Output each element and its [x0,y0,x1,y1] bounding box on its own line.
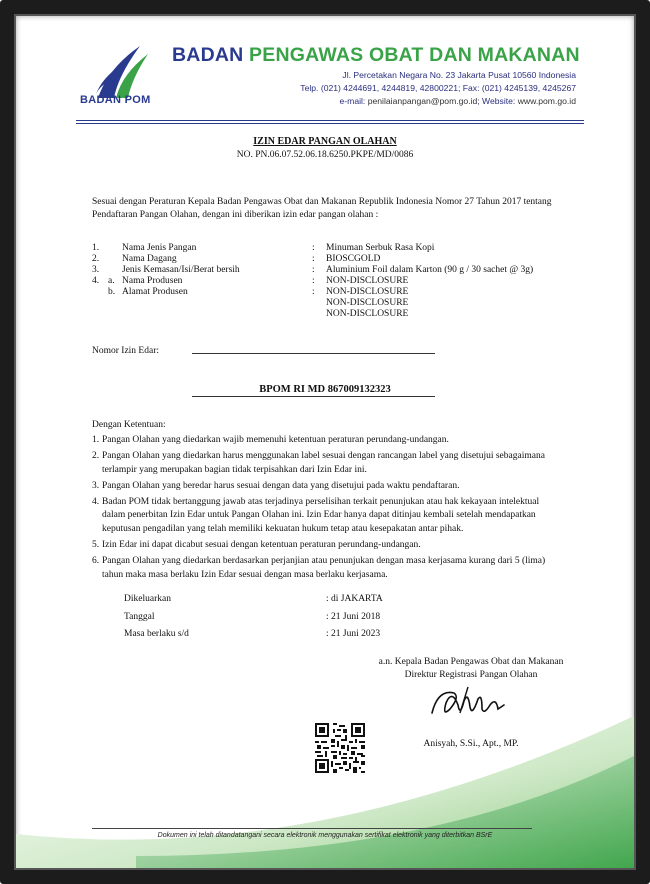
date-label: Tanggal [124,612,155,622]
number-line-top [192,353,435,354]
signatory-name: Anisyah, S.Si., Apt., MP. [423,739,519,749]
field-colon-1: : [312,243,315,253]
number-line-bottom [192,396,435,397]
document-number: NO. PN.06.07.52.06.18.6250.PKPE/MD/0086 [236,150,414,160]
issued-label: Dikeluarkan [124,594,171,604]
date-value: : 21 Juni 2018 [326,612,381,622]
validity-label: Masa berlaku s/d [124,629,189,639]
footer-note: Dokumen ini telah ditandatangani secara elektronik menggunakan sertifikat elektronik yang diterbitkan BSrE [157,832,493,839]
field-colon-3: : [312,265,315,275]
field-value-2: BIOSCGOLD [326,254,381,264]
list-item: 1. Pangan Olahan yang diedarkan wajib memenuhi ketentuan peraturan perundang-undangan. [92,435,449,445]
field-value-4b: NON-DISCLOSURE [326,287,409,297]
field-label-3: Jenis Kemasan/Isi/Berat bersih [122,265,240,275]
agency-address: Jl. Percetakan Negara No. 23 Jakarta Pusat 10560 Indonesia [342,70,576,80]
field-value-4a: NON-DISCLOSURE [326,276,409,286]
ketentuan-list [92,434,552,585]
validity-value: : 21 Juni 2023 [326,629,381,639]
field-colon-4a: : [312,276,315,286]
certificate-page [16,16,634,868]
field-label-1: Nama Jenis Pangan [122,243,197,253]
footer-divider [92,828,532,829]
field-num-3: 3. [92,265,100,275]
field-value-4b-line2: NON-DISCLOSURE [326,298,409,308]
registration-number: BPOM RI MD 867009132323 [259,384,391,395]
decorative-wave [16,716,634,868]
field-value-1: Minuman Serbuk Rasa Kopi [326,243,435,253]
website-link[interactable]: www.pom.go.id [517,96,576,106]
agency-contact: e-mail: penilaianpangan@pom.go.id; Website: www.pom.go.id [339,96,576,106]
field-num-2: 2. [92,254,100,264]
nomor-izin-label: Nomor Izin Edar: [92,346,160,356]
list-item: 3. Pangan Olahan yang beredar harus sesuai dengan data yang disetujui pada waktu pendaftaran. [92,480,460,491]
field-sub-4a: a. [108,276,115,286]
field-label-2: Nama Dagang [122,254,177,264]
field-num-1: 1. [92,243,100,253]
intro-paragraph: Sesuai dengan Peraturan Kepala Badan Pengawas Obat dan Makanan Republik Indonesia Nomor 27 Tahun 2017 tentang Pendaftaran Pangan Olahan, dengan ini diberikan izin edar pangan olahan : [92,197,552,220]
agency-name: BADAN PENGAWAS OBAT DAN MAKANAN [172,44,580,66]
document-title: IZIN EDAR PANGAN OLAHAN [253,136,397,147]
field-value-4b-line3: NON-DISCLOSURE [326,309,409,319]
issued-value: : di JAKARTA [326,594,383,604]
ketentuan-label: Dengan Ketentuan: [92,420,166,430]
field-label-4b: Alamat Produsen [122,287,188,297]
agency-phone: Telp. (021) 4244691, 4244819, 42800221; Fax: (021) 4245139, 4245267 [300,83,576,93]
field-value-3: Aluminium Foil dalam Karton (90 g / 30 sachet @ 3g) [326,265,534,275]
field-colon-2: : [312,254,315,264]
field-colon-4b: : [312,287,315,297]
signatory-title: a.n. Kepala Badan Pengawas Obat dan Makanan Direktur Registrasi Pangan Olahan [378,657,564,680]
field-sub-4b: b. [108,287,116,297]
list-item: 5. Izin Edar ini dapat dicabut sesuai dengan ketentuan peraturan perundang-undangan. [92,540,421,551]
list-item: 4. Badan POM tidak bertanggung jawab atas terjadinya perselisihan terkait penunjukan atau hak kekayaan intelektual dalam penerbitan Izin Edar untuk Pangan Olahan ini. Izin Edar hanya dapat ditinjau kembali setelah mendapatkan keputusan pengadilan yang telah memiliki kekuatan hukum tetap atau kesepakatan antar pihak. [92,497,540,534]
logo-wordmark: BADAN POM [80,94,151,106]
header-divider [76,120,584,121]
list-item: 2. Pangan Olahan yang diedarkan harus menggunakan label sesuai dengan rancangan label yang disetujui sebagaimana terlampir yang merupakan bagian tidak terpisahkan dari Izin Edar ini. [92,451,545,475]
field-label-4a: Nama Produsen [122,276,183,286]
email-link[interactable]: penilaianpangan@pom.go.id [367,96,478,106]
list-item: 6. Pangan Olahan yang diedarkan berdasarkan perjanjian atau penunjukan dengan masa kerjasama kurang dari 5 (lima) tahun maka masa berlaku Izin Edar sesuai dengan masa berlaku kerjasama. [92,556,546,580]
header-divider-thin [76,123,584,124]
field-num-4: 4. [92,276,100,286]
